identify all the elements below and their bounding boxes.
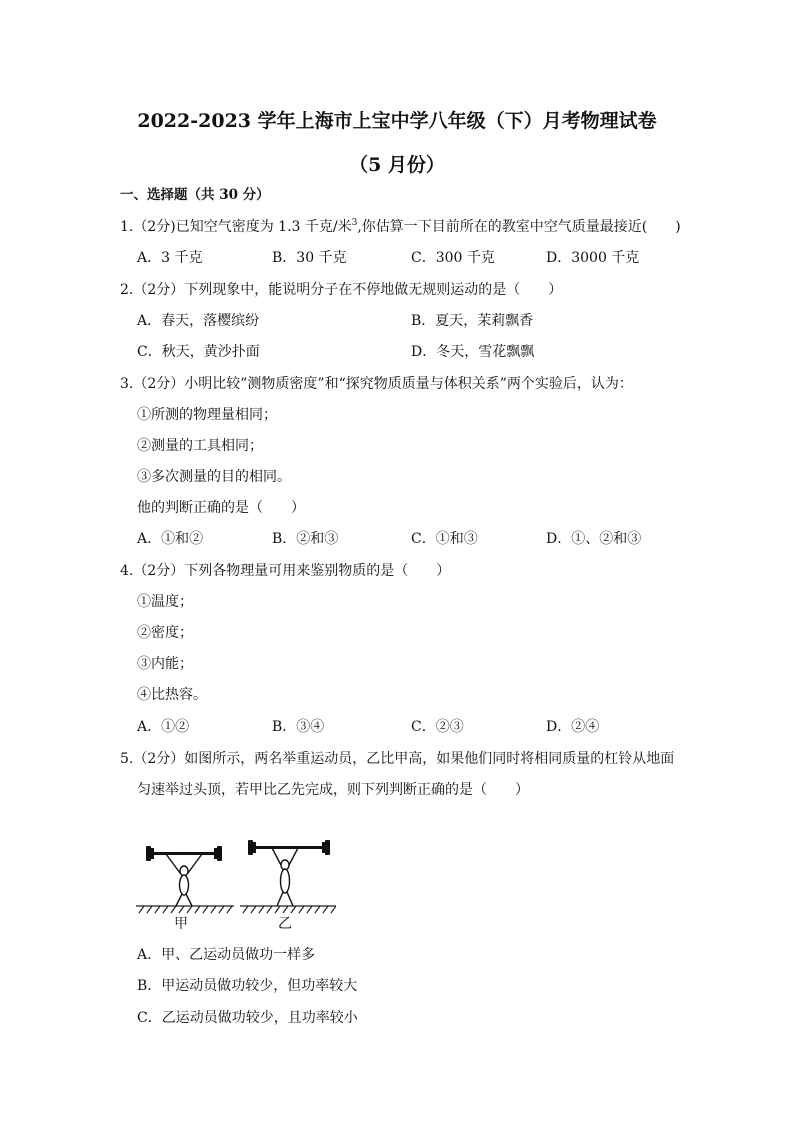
question-1-stem-text: 1.（2分)已知空气密度为 1.3 千克/米 [120, 219, 352, 235]
question-4-item-4: ④比热容。 [137, 687, 207, 703]
ground-left [136, 906, 234, 913]
question-4-item-1: ①温度； [137, 594, 193, 610]
weightlifters-illustration [136, 833, 336, 915]
question-2-option-c[interactable]: C．秋天，黄沙扑面 [137, 344, 260, 360]
question-1-option-c[interactable]: C．300 千克 [411, 250, 495, 266]
barbell-left [146, 846, 222, 861]
question-4-item-3: ③内能； [137, 656, 193, 672]
question-1-option-d[interactable]: D．3000 千克 [546, 250, 640, 266]
question-5-stem-line2: 匀速举过头顶，若甲比乙先完成，则下列判断正确的是（ ） [137, 782, 529, 798]
question-1-option-a[interactable]: A．3 千克 [137, 250, 203, 266]
question-1-stem-text-end: ,你估算一下目前所在的教室中空气质量最接近( ) [357, 219, 681, 235]
lifter-yi [272, 848, 298, 906]
question-5-stem-line1: 5.（2分）如图所示，两名举重运动员，乙比甲高，如果他们同时将相同质量的杠铃从地面 [120, 751, 675, 767]
question-3-option-c[interactable]: C．①和③ [411, 531, 478, 547]
question-3-stem: 3.（2分）小明比较”测物质密度”和“探究物质质量与体积关系”两个实验后，认为： [120, 376, 633, 392]
exam-title: 2022-2023 学年上海市上宝中学八年级（下）月考物理试卷 [137, 110, 657, 132]
barbell-right [248, 840, 330, 855]
question-4-option-a[interactable]: A．①② [137, 719, 190, 735]
question-4-stem: 4.（2分）下列各物理量可用来鉴别物质的是（ ） [120, 563, 451, 579]
question-1-stem [120, 218, 681, 236]
ground-right [240, 906, 336, 913]
question-3-item-3: ③多次测量的目的相同。 [137, 469, 291, 485]
question-1-option-b[interactable]: B．30 千克 [272, 250, 347, 266]
question-3-option-b[interactable]: B．②和③ [272, 531, 339, 547]
question-2-option-b[interactable]: B．夏天，茉莉飘香 [411, 313, 534, 329]
question-4-option-c[interactable]: C．②③ [411, 719, 464, 735]
question-5-option-b[interactable]: B．甲运动员做功较少，但功率较大 [137, 978, 358, 994]
question-3-option-d[interactable]: D．①、②和③ [546, 531, 642, 547]
question-3-option-a[interactable]: A．①和② [137, 531, 204, 547]
question-3-item-1: ①所测的物理量相同； [137, 407, 277, 423]
question-3-item-2: ②测量的工具相同； [137, 438, 263, 454]
question-5-option-c[interactable]: C．乙运动员做功较少，且功率较小 [137, 1010, 358, 1026]
question-2-option-d[interactable]: D．冬天，雪花飘飘 [411, 344, 535, 360]
question-2-option-a[interactable]: A．春天，落樱缤纷 [137, 313, 260, 329]
section-heading: 一、选择题（共 30 分） [120, 187, 270, 203]
superscript: 3 [351, 218, 358, 228]
question-3-ask: 他的判断正确的是（ ） [137, 500, 305, 516]
exam-subtitle: （5 月份） [349, 154, 445, 176]
question-4-option-b[interactable]: B．③④ [272, 719, 325, 735]
question-5-option-a[interactable]: A．甲、乙运动员做功一样多 [137, 947, 316, 963]
weightlifters-figure [136, 833, 336, 932]
figure-label-jia: 甲 [174, 916, 188, 932]
question-2-stem: 2.（2分）下列现象中，能说明分子在不停地做无规则运动的是（ ） [120, 282, 563, 298]
question-4-item-2: ②密度； [137, 625, 193, 641]
lifter-jia [166, 854, 202, 906]
question-4-option-d[interactable]: D．②④ [546, 719, 600, 735]
figure-label-yi: 乙 [278, 916, 292, 932]
